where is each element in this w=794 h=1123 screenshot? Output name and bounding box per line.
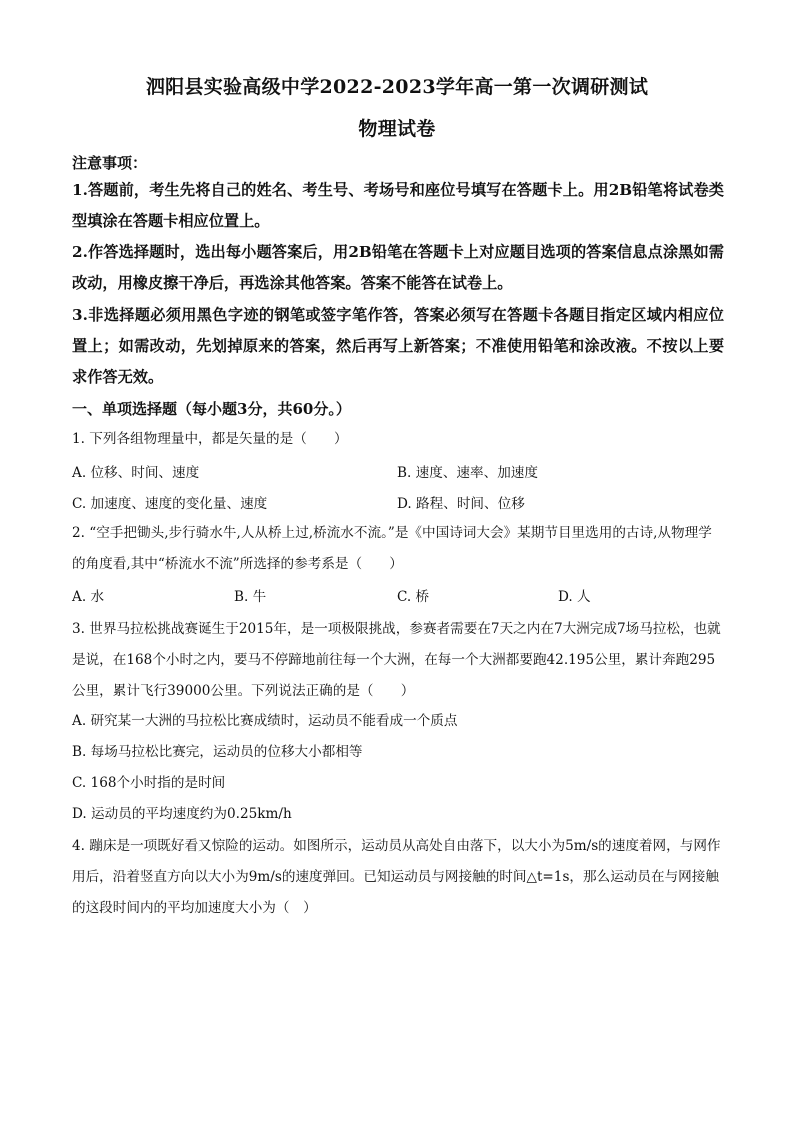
- notes-heading: 注意事项：: [72, 154, 148, 172]
- section-title: 一、单项选择题（每小题3分，共60分。）: [72, 400, 351, 418]
- question-1-option-d: D. 路程、时间、位移: [397, 496, 525, 512]
- question-3-option-c: C. 168个小时指的是时间: [72, 775, 226, 791]
- question-3-option-d: D. 运动员的平均速度约为0.25km/h: [72, 806, 292, 822]
- question-1-option-c: C. 加速度、速度的变化量、速度: [72, 496, 268, 512]
- question-2-option-c: C. 桥: [397, 589, 430, 605]
- question-2-option-a: A. 水: [72, 589, 105, 605]
- question-1-stem: 1. 下列各组物理量中，都是矢量的是（ ）: [72, 431, 348, 447]
- question-3-stem: 3. 世界马拉松挑战赛诞生于2015年，是一项极限挑战，参赛者需要在7天之内在7大洲完成7场马拉松，也就是说，在168个小时之内，要马不停蹄地前往每一个大洲，在每一个大洲都要跑42.195公里，累计奔跑295公里，累计飞行39000公里。下列说法正确的是（ ）: [72, 621, 721, 699]
- question-4-stem: 4. 蹦床是一项既好看又惊险的运动。如图所示，运动员从高处自由落下，以大小为5m/s的速度着网，与网作用后，沿着竖直方向以大小为9m/s的速度弹回。已知运动员与网接触的时间△t=1s，那么运动员在与网接触的这段时间内的平均加速度大小为（ ）: [72, 838, 721, 916]
- question-3-option-b: B. 每场马拉松比赛完，运动员的位移大小都相等: [72, 744, 363, 760]
- note-item-1: 1.答题前，考生先将自己的姓名、考生号、考场号和座位号填写在答题卡上。用2B铅笔将试卷类型填涂在答题卡相应位置上。: [72, 181, 724, 230]
- exam-subtitle: 物理试卷: [358, 118, 436, 140]
- note-item-2: 2.作答选择题时，选出每小题答案后，用2B铅笔在答题卡上对应题目选项的答案信息点涂黑如需改动，用橡皮擦干净后，再选涂其他答案。答案不能答在试卷上。: [72, 243, 724, 292]
- question-1-option-a: A. 位移、时间、速度: [72, 465, 200, 481]
- question-2-option-d: D. 人: [558, 589, 591, 605]
- question-3-option-a: A. 研究某一大洲的马拉松比赛成绩时，运动员不能看成一个质点: [72, 713, 458, 729]
- note-item-3: 3.非选择题必须用黑色字迹的钢笔或签字笔作答，答案必须写在答题卡各题目指定区域内相应位置上；如需改动，先划掉原来的答案，然后再写上新答案；不准使用铅笔和涂改液。不按以上要求作答无效。: [72, 306, 724, 386]
- question-1-option-b: B. 速度、速率、加速度: [397, 465, 538, 481]
- question-2-stem: 2. “空手把锄头,步行骑水牛,人从桥上过,桥流水不流。”是《中国诗词大会》某期节目里选用的古诗,从物理学的角度看,其中“桥流水不流”所选择的参考系是（ ）: [72, 525, 712, 572]
- question-2-option-b: B. 牛: [234, 589, 267, 605]
- exam-title: 泗阳县实验高级中学2022-2023学年高一第一次调研测试: [145, 76, 649, 98]
